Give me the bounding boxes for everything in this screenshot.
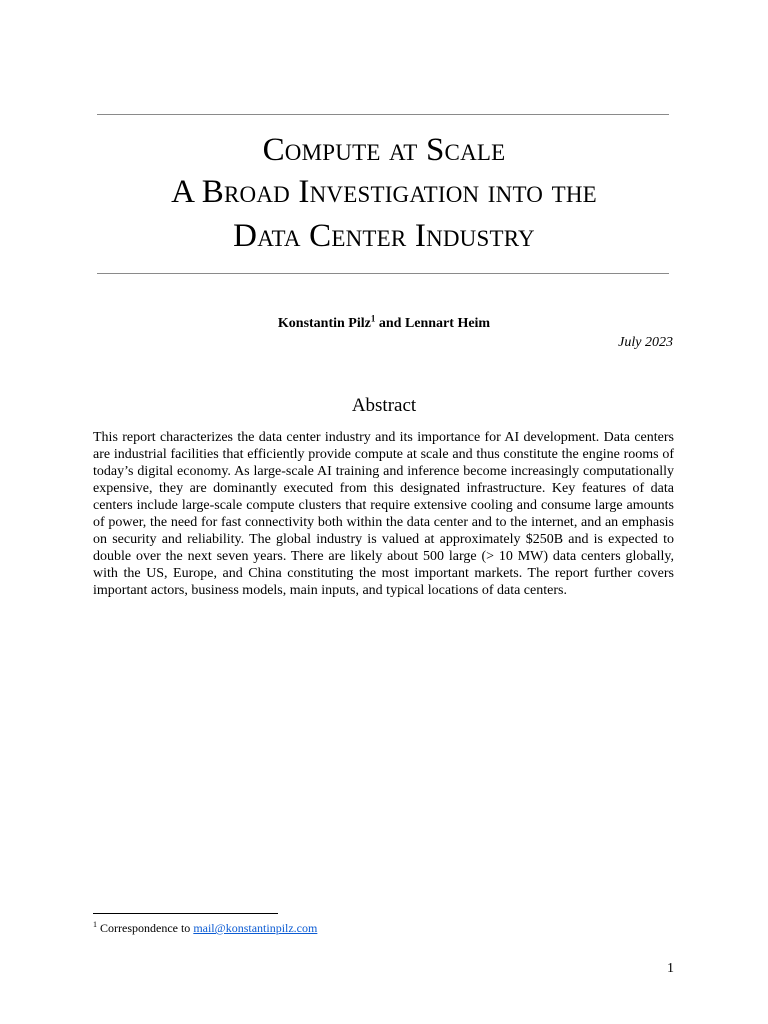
footnote-mark: 1: [93, 920, 97, 929]
author-line: [0, 314, 768, 334]
footnote: [93, 920, 317, 936]
footnote-rule: [93, 913, 278, 914]
page-number: 1: [667, 961, 674, 976]
abstract-heading: Abstract: [351, 395, 417, 416]
second-author: Lennart Heim: [404, 316, 491, 331]
first-author: Konstantin Pilz: [277, 316, 371, 331]
title-line-3: Data Center Industry: [233, 218, 535, 254]
footnote-text: Correspondence to: [97, 921, 194, 935]
title-line-2: A Broad Investigation into the: [171, 174, 597, 210]
author-footnote-mark: 1: [370, 313, 376, 324]
author-separator: and: [375, 316, 405, 331]
title-bottom-rule: [97, 273, 669, 274]
abstract-body: This report characterizes the data center industry and its importance for AI development. Data centers are industrial facilities that efficiently provide compute at scale and thus constitute the engine rooms of today’s digital economy. As large-scale AI training and inference become increasingly computationally expensive, they are dominantly executed from this designated infrastructure. Key features of data centers include large-scale compute clusters that require extensive cooling and consume large amounts of power, the need for fast connectivity both within the data center and to the internet, and an emphasis on security and reliability. The global industry is valued at approximately $250B and is expected to double over the next seven years. There are likely about 500 large (> 10 MW) data centers globally, with the US, Europe, and China constituting the most important markets. The report further covers important actors, business models, main inputs, and typical locations of data centers.: [93, 430, 674, 598]
title-line-1: Compute at Scale: [262, 132, 506, 168]
email-link[interactable]: mail@konstantinpilz.com: [193, 921, 318, 935]
title-top-rule: [97, 114, 669, 115]
publication-date: July 2023: [618, 335, 673, 350]
